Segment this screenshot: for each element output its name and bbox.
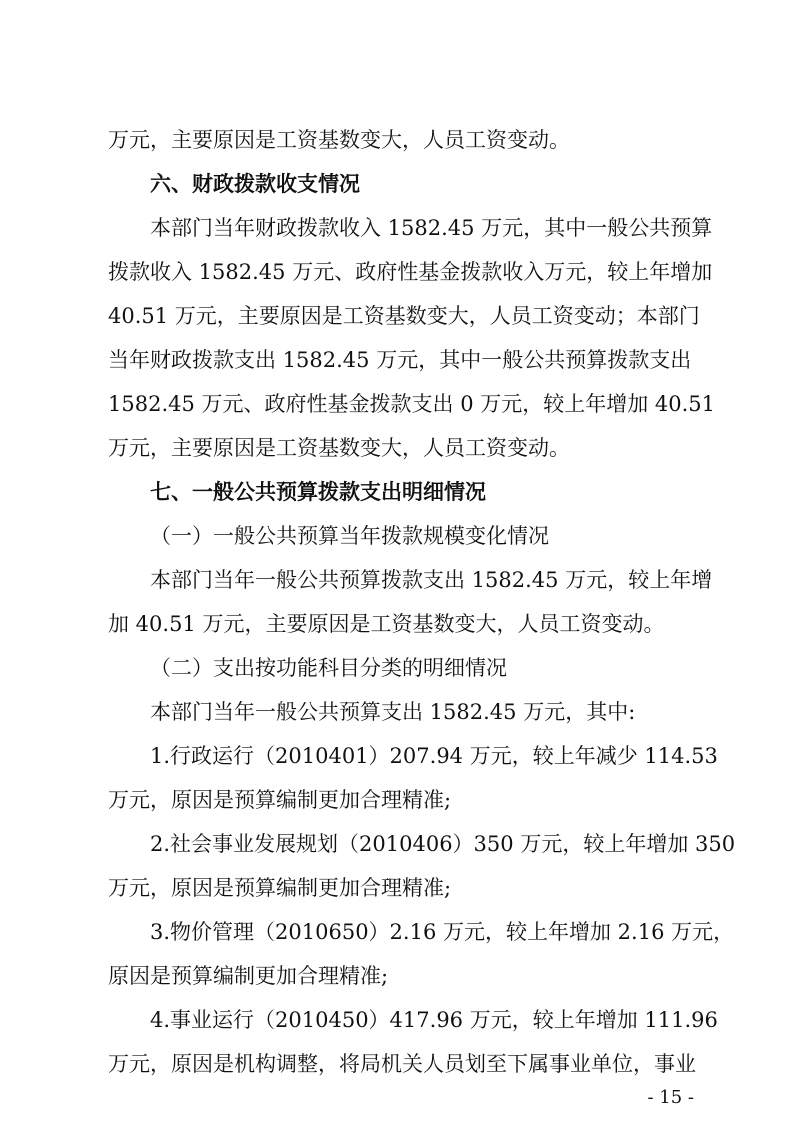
list-item-3: 3.物价管理（2010650）2.16 万元，较上年增加 2.16 万元， [150, 920, 735, 944]
subsection-heading-2: （二）支出按功能科目分类的明细情况 [150, 656, 507, 680]
paragraph-line: 本部门当年财政拨款收入 1582.45 万元，其中一般公共预算 [150, 216, 713, 240]
subsection-heading-1: （一）一般公共预算当年拨款规模变化情况 [150, 524, 549, 548]
list-item-2: 2.社会事业发展规划（2010406）350 万元，较上年增加 350 [150, 832, 736, 856]
paragraph-line: 拨款收入 1582.45 万元、政府性基金拨款收入万元，较上年增加 [108, 260, 713, 284]
list-item-4-cont: 万元，原因是机构调整，将局机关人员划至下属事业单位，事业 [108, 1052, 696, 1076]
paragraph-line-end: 加 40.51 万元，主要原因是工资基数变大，人员工资变动。 [108, 612, 665, 636]
section-heading-6: 六、财政拨款收支情况 [150, 172, 360, 196]
list-item-1: 1.行政运行（2010401）207.94 万元，较上年减少 114.53 [150, 744, 718, 768]
list-item-3-end: 原因是预算编制更加合理精准; [108, 964, 389, 988]
paragraph-line: 40.51 万元，主要原因是工资基数变大，人员工资变动；本部门 [108, 304, 700, 328]
page-number: - 15 - [647, 1087, 694, 1108]
paragraph-line: 当年财政拨款支出 1582.45 万元，其中一般公共预算拨款支出 [108, 348, 692, 372]
list-item-2-end: 万元，原因是预算编制更加合理精准; [108, 876, 452, 900]
paragraph-line: 1582.45 万元、政府性基金拨款支出 0 万元，较上年增加 40.51 [108, 392, 716, 416]
paragraph-line: 本部门当年一般公共预算支出 1582.45 万元，其中: [150, 700, 636, 724]
section-heading-7: 七、一般公共预算拨款支出明细情况 [150, 480, 486, 504]
list-item-1-end: 万元，原因是预算编制更加合理精准; [108, 788, 452, 812]
list-item-4: 4.事业运行（2010450）417.96 万元，较上年增加 111.96 [150, 1008, 718, 1032]
text-line-continuation: 万元，主要原因是工资基数变大，人员工资变动。 [108, 128, 570, 152]
paragraph-line: 本部门当年一般公共预算拨款支出 1582.45 万元，较上年增 [150, 568, 713, 592]
paragraph-line-end: 万元，主要原因是工资基数变大，人员工资变动。 [108, 436, 570, 460]
